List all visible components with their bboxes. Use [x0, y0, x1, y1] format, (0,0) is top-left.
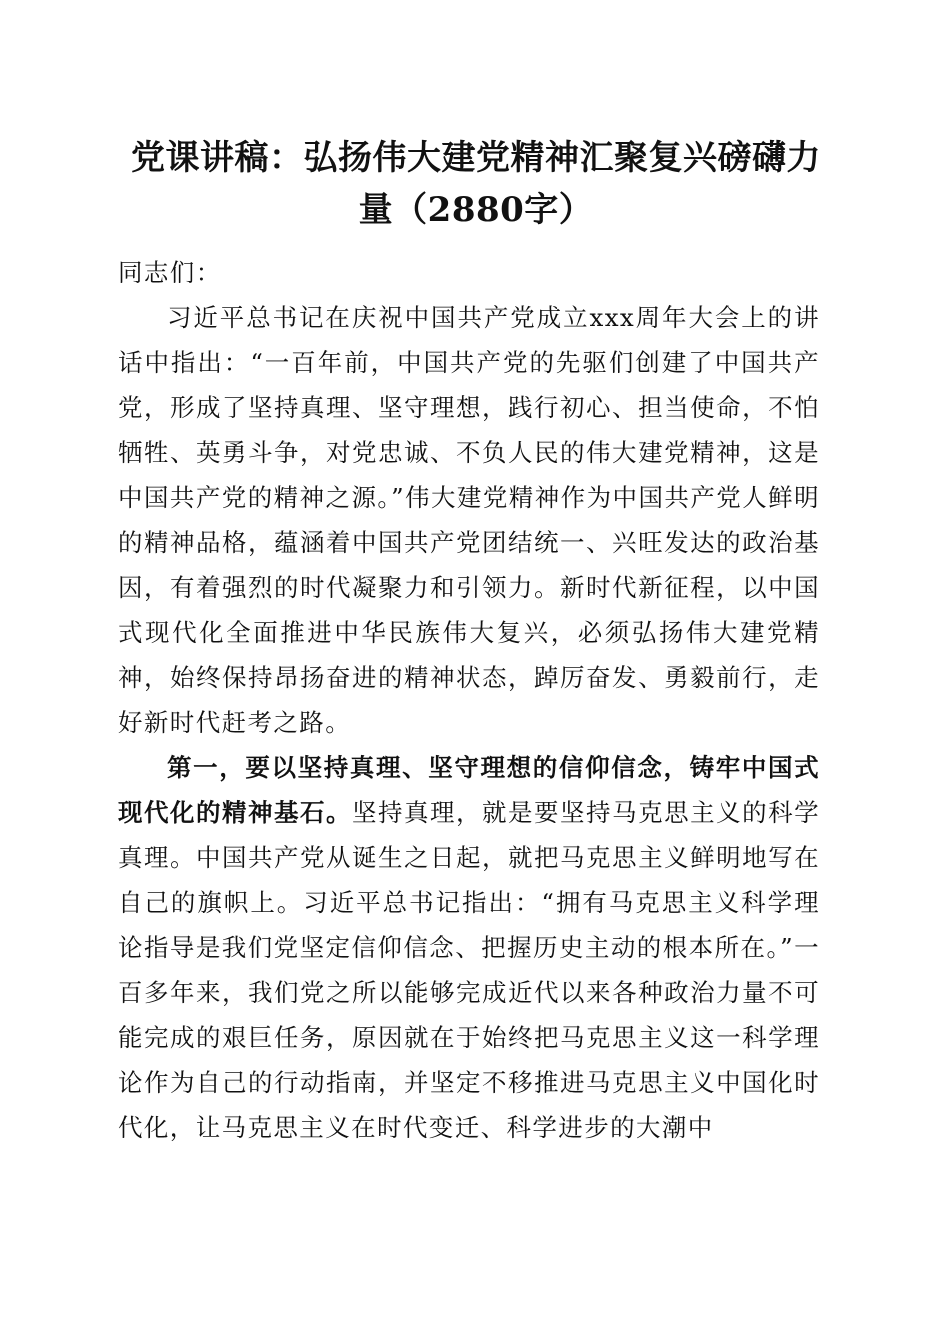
paragraph-lead-sentence: 第一，要以坚持真理、坚守理想的信仰信念，铸牢中国式现代化的精神基石。: [118, 753, 820, 827]
paragraph-point-one: [118, 745, 820, 1150]
salutation: 同志们：: [118, 258, 222, 287]
paragraph-intro: 习近平总书记在庆祝中国共产党成立xxx周年大会上的讲话中指出：“一百年前，中国共产党的先驱们创建了中国共产党，形成了坚持真理、坚守理想，践行初心、担当使命，不怕牺牲、英勇斗争，对党忠诚、不负人民的伟大建党精神，这是中国共产党的精神之源。”伟大建党精神作为中国共产党人鲜明的精神品格，蕴涵着中国共产党团结统一、兴旺发达的政治基因，有着强烈的时代凝聚力和引领力。新时代新征程，以中国式现代化全面推进中华民族伟大复兴，必须弘扬伟大建党精神，始终保持昂扬奋进的精神状态，踔厉奋发、勇毅前行，走好新时代赶考之路。: [118, 303, 820, 737]
document-body: [118, 250, 820, 1150]
paragraph-body-text: 坚持真理，就是要坚持马克思主义的科学真理。中国共产党从诞生之日起，就把马克思主义鲜明地写在自己的旗帜上。习近平总书记指出：“拥有马克思主义科学理论指导是我们党坚定信仰信念、把握历史主动的根本所在。”一百多年来，我们党之所以能够完成近代以来各种政治力量不可能完成的艰巨任务，原因就在于始终把马克思主义这一科学理论作为自己的行动指南，并坚定不移推进马克思主义中国化时代化，让马克思主义在时代变迁、科学进步的大潮中: [118, 798, 820, 1142]
document-title: 党课讲稿：弘扬伟大建党精神汇聚复兴磅礴力量（2880字）: [131, 138, 821, 230]
